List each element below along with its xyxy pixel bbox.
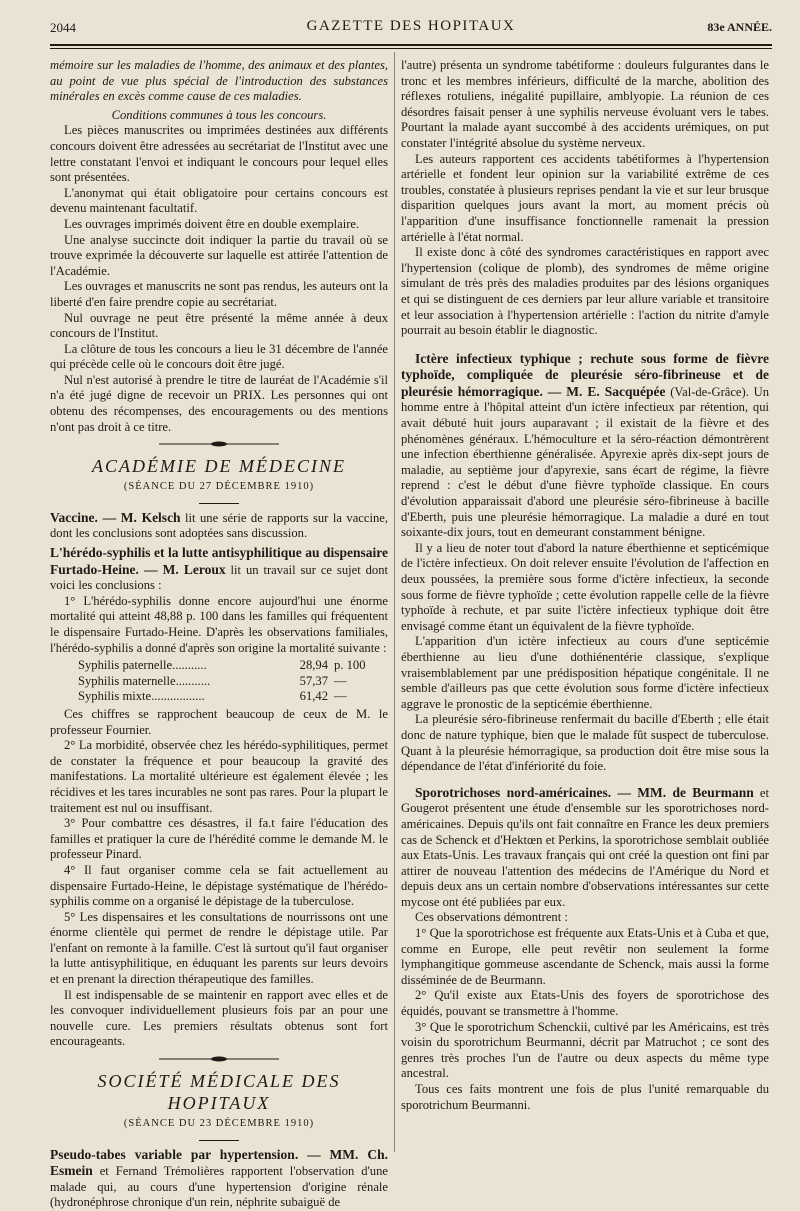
header-rule-thin xyxy=(50,48,772,49)
ictere-text: (Val-de-Grâce). Un homme entre à l'hôpital atteint d'un ictère infectieux par rétention, qui avait débuté huit jours auparavant ; il existait de la fièvre et des phénomènes généraux. L'hémoculture et la séro-réaction démontrèrent une infection éberthienne généralisée. Apyrexie après dix-sept jours de maladie, au septième jour d'apyrexie, sans écart de régime, la fièvre reprend : c'est le début d'une fièvre typhoïde classique. En cours d'évolution apparaissait d'abord une pleurésie séro-fibrineuse à bacille d'Eberth, puis une pleurésie hémorragique. La maladie a duré en tout soixante-dix jours, tout en demeurant constamment bénigne. xyxy=(401,384,770,540)
paragraph: 2° Qu'il existe aux Etats-Unis des foyers de sporotrichose des équidés, pouvant se transmettre à l'homme. xyxy=(401,988,769,1019)
table-unit: — xyxy=(334,673,347,688)
paragraph: Les ouvrages imprimés doivent être en double exemplaire. xyxy=(64,216,360,231)
academy-session: (SÉANCE DU 27 DÉCEMBRE 1910) xyxy=(123,481,315,493)
paragraph: 4° Il faut organiser comme cela se fait actuellement au dispensaire Furtado-Heine, le dépistage systématique de l'hérédo-syphilis comme on a organisé le dépistage de la tuberculose. xyxy=(50,862,388,909)
paragraph: Tous ces faits montrent une fois de plus l'unité remarquable du sporotrichum Beurmanni. xyxy=(401,1082,769,1112)
table-row xyxy=(78,689,388,705)
paragraph: Ces observations démontrent : xyxy=(415,910,568,925)
section-ornament xyxy=(159,441,279,447)
table-value: 28,94 xyxy=(299,658,328,673)
paragraph: Il est indispensable de se maintenir en rapport avec elles et de les convoquer individuellement plusieurs fois par an pour une nouvelle cure. Les premiers résultats obtenus sont fort encourageants. xyxy=(50,987,388,1049)
conditions-title: Conditions communes à tous les concours. xyxy=(111,107,327,122)
paragraph: 1° L'hérédo-syphilis donne encore aujourd'hui une énorme mortalité qui atteint 48,88 p. 100 dans les familles qui fréquentent le dispensaire Furtado-Heine. D'après les observations familiales, l'hérédo-syphilis a donné d'après son origine la mortalité suivante : xyxy=(50,593,388,655)
table-unit: — xyxy=(334,689,347,704)
paragraph: Nul ouvrage ne peut être présenté la même année à deux concours de l'Institut. xyxy=(50,310,388,341)
section-ornament xyxy=(159,1056,279,1062)
pseudo-text: et Fernand Trémolières rapportent l'observation d'une malade qui, au cours d'une hypertension d'origine rénale (hydronéphrose chronique d'un rein, néphrite subaiguë de xyxy=(50,1164,388,1210)
paragraph: Il y a lieu de noter tout d'abord la nature éberthienne et septicémique de l'ictère infectieux. On doit relever ensuite l'évolution de l'affection en deux poussées, la première sous forme d'ictère infectieux, la seconde sous forme de fièvre typhoïde ; cette évolution rappelle celle de la fièvre typhoïde à rechute, et par suite l'ictère infectieux typhique doit être envisagé comme étant un équivalent de la fièvre typhoïde. xyxy=(401,540,769,633)
sporo-heading: Sporotrichoses nord-américaines. — MM. de Beurmann xyxy=(415,784,754,800)
table-value: 61,42 xyxy=(299,689,328,704)
small-rule xyxy=(199,503,239,504)
table-unit: p. 100 xyxy=(334,658,366,673)
society-session: (SÉANCE DU 23 DÉCEMBRE 1910) xyxy=(123,1118,315,1130)
paragraph: Les auteurs rapportent ces accidents tabétiformes à l'hypertension artérielle et fondent leur opinion sur la variabilité extrême de ces troubles, constatée à plusieurs reprises pendant la vie et sur leur brusque disparition quelques jours avant la mort, au moment précis où l'apparition d'une insuffisance fonctionnelle ramenait la pression artérielle à l'état normal. xyxy=(401,151,769,244)
left-column xyxy=(50,58,388,1211)
heredo-text: lit un travail sur ce sujet dont voici les conclusions : xyxy=(50,562,388,593)
paragraph: Les ouvrages et manuscrits ne sont pas rendus, les auteurs ont la liberté d'en faire prendre copie au secrétariat. xyxy=(50,279,388,309)
vaccine-heading: Vaccine. — M. Kelsch xyxy=(50,509,181,525)
vaccine-text: lit une série de rapports sur la vaccine, dont les conclusions sont adoptées sans discussion. xyxy=(50,510,388,541)
small-rule xyxy=(199,1140,239,1141)
paragraph: Les pièces manuscrites ou imprimées destinées aux différents concours doivent être adressées au secrétariat de l'Institut avec une lettre constatant l'envoi et indiquant le concours pour lequel elles sont présentées. xyxy=(50,123,388,185)
paragraph: 1° Que la sporotrichose est fréquente aux Etats-Unis et à Cuba et que, comme en Europe, elle peut revêtir non seulement la forme lymphangitique gommeuse ascendante de Schenck, mais aussi la forme disséminée de de Beurmann. xyxy=(401,926,769,987)
paragraph: L'apparition d'un ictère infectieux au cours d'une septicémie éberthienne au lieu d'une dothiénentérie classique, s'explique vraisemblablement par une prédisposition hépatique congénitale. Il ne semble d'ailleurs pas que cette évolution sous forme d'ictère infectieux aggrave le pronostic de la septicémie éberthienne. xyxy=(401,634,769,711)
right-column xyxy=(401,58,769,1113)
table-value: 57,37 xyxy=(299,673,328,688)
page-header xyxy=(50,16,772,38)
ictere-heading: Ictère infectieux typhique ; rechute sous forme de fièvre typhoïde, compliquée de pleurésie séro-fibrineuse et de pleurésie hémorragique. — M. E. Sacquépée xyxy=(401,350,769,399)
paragraph: L'anonymat qui était obligatoire pour certains concours est devenu maintenant facultatif. xyxy=(50,185,388,216)
volume-year: 83e ANNÉE. xyxy=(707,20,772,34)
paragraph: La pleurésie séro-fibrineuse renfermait du bacille d'Eberth ; elle était donc de nature typhique, bien que le malade fût suspect de tuberculose. Quant à la pleurésie hémorragique, sa production doit être mise sous la dépendance de l'état d'infériorité du foie. xyxy=(401,712,769,774)
paragraph: 5° Les dispensaires et les consultations de nourrissons ont une énorme clientèle qui permet de rendre le dépistage utile. Par l'enfant on remonte à la famille. C'est là surtout qu'il faut organiser la lutte antisyphilitique, en éduquant les parents sur leurs devoirs et en prenant la direction thérapeutique des familles. xyxy=(50,909,388,987)
paragraph: l'autre) présenta un syndrome tabétiforme : douleurs fulgurantes dans le tronc et les membres inférieurs, difficulté de la marche, abolition des réflexes rotuliens, inégalité pupillaire, amblyopie. La réunion de ces désordres faisait penser à une syphilis nerveuse évoluant vers le tabes. Pourtant la malade ayant succombé à des accidents urémiques, on put constater l'intégrité absolue du système nerveux. xyxy=(401,58,769,150)
table-row xyxy=(78,658,388,674)
table-label: Syphilis maternelle........... xyxy=(78,673,211,688)
intro-paragraph: mémoire sur les maladies de l'homme, des animaux et des plantes, au point de vue plus spécial de l'introduction des substances minérales en excès comme cause de ces maladies. xyxy=(50,58,388,104)
paragraph: La clôture de tous les concours a lieu le 31 décembre de l'année qui précède celle où le concours doit être jugé. xyxy=(50,341,388,372)
journal-title: GAZETTE DES HOPITAUX xyxy=(306,18,516,34)
table-row xyxy=(78,674,388,690)
paragraph: Il existe donc à côté des syndromes caractéristiques en rapport avec l'hypertension (colique de plomb), des syndromes de même origine simulant de très près des maladies produites par des lésions organiques et qui se distinguent de ces derniers par leur allure variable et transitoire et leur association à l'hypertension artérielle : l'action du nitrite d'amyle pourrait au besoin établir le diagnostic. xyxy=(401,245,769,338)
table-label: Syphilis paternelle........... xyxy=(78,658,207,673)
heredo-heading: L'hérédo-syphilis et la lutte antisyphilitique au dispensaire Furtado-Heine. — M. Leroux xyxy=(50,545,388,577)
column-divider xyxy=(394,52,395,1152)
paragraph: 3° Pour combattre ces désastres, il fa.t faire l'éducation des familles et pratiquer la cure de l'hérédité comme le demande M. le professeur Pinard. xyxy=(50,816,388,862)
mortality-table xyxy=(78,658,388,705)
sporo-text: et Gougerot présentent une étude d'ensemble sur les sporotrichoses nord-américaines. Depuis qu'ils ont fait connaître en France les deux premiers cas de Schenck et d'Hektœn et Perkins, la sporotrichose semblait oubliée aux Etats-Unis. Les travaux français qui ont créé la question ont fini par attirer de nouveau l'attention des médecins de l'Amérique du Nord et depuis deux ans un certain nombre d'observations intéressantes sur cette mycose ont été publiées par eux. xyxy=(401,785,769,909)
pseudo-heading: Pseudo-tabes variable par hypertension. — MM. Ch. Esmein xyxy=(50,1146,388,1179)
paragraph: 2° La morbidité, observée chez les hérédo-syphilitiques, permet de constater la fréquence et pour beaucoup la gravité des manifestations. La mortalité ultérieure est également élevée ; les récidives et les tares incurables ne sont pas rares. Pour la plupart le traitement est nul ou insuffisant. xyxy=(50,738,388,815)
paragraph: Nul n'est autorisé à prendre le titre de lauréat de l'Académie s'il n'a été jugé digne de recevoir un PRIX. Les personnes qui ont obtenu des récompenses, des encouragements ou des mentions n'ont pas droit à ce titre. xyxy=(50,372,388,434)
table-label: Syphilis mixte................. xyxy=(78,689,205,704)
header-rule xyxy=(50,44,772,46)
paragraph: 3° Que le sporotrichum Schenckii, cultivé par les Américains, est très voisin du sporotrichum Beurmanni, décrit par Matruchot ; ce sont des genres très proches l'un de l'autre ou deux aspects du même type ancestral. xyxy=(401,1019,769,1081)
page-number: 2044 xyxy=(50,20,76,35)
paragraph: Ces chiffres se rapprochent beaucoup de ceux de M. le professeur Fournier. xyxy=(50,706,388,737)
society-title: SOCIÉTÉ MÉDICALE DES HOPITAUX xyxy=(97,1071,341,1114)
academy-title: ACADÉMIE DE MÉDECINE xyxy=(92,456,346,477)
paragraph: Une analyse succincte doit indiquer la partie du travail où se trouve exprimée la découverte sur laquelle est attirée l'attention de l'Académie. xyxy=(50,232,388,278)
